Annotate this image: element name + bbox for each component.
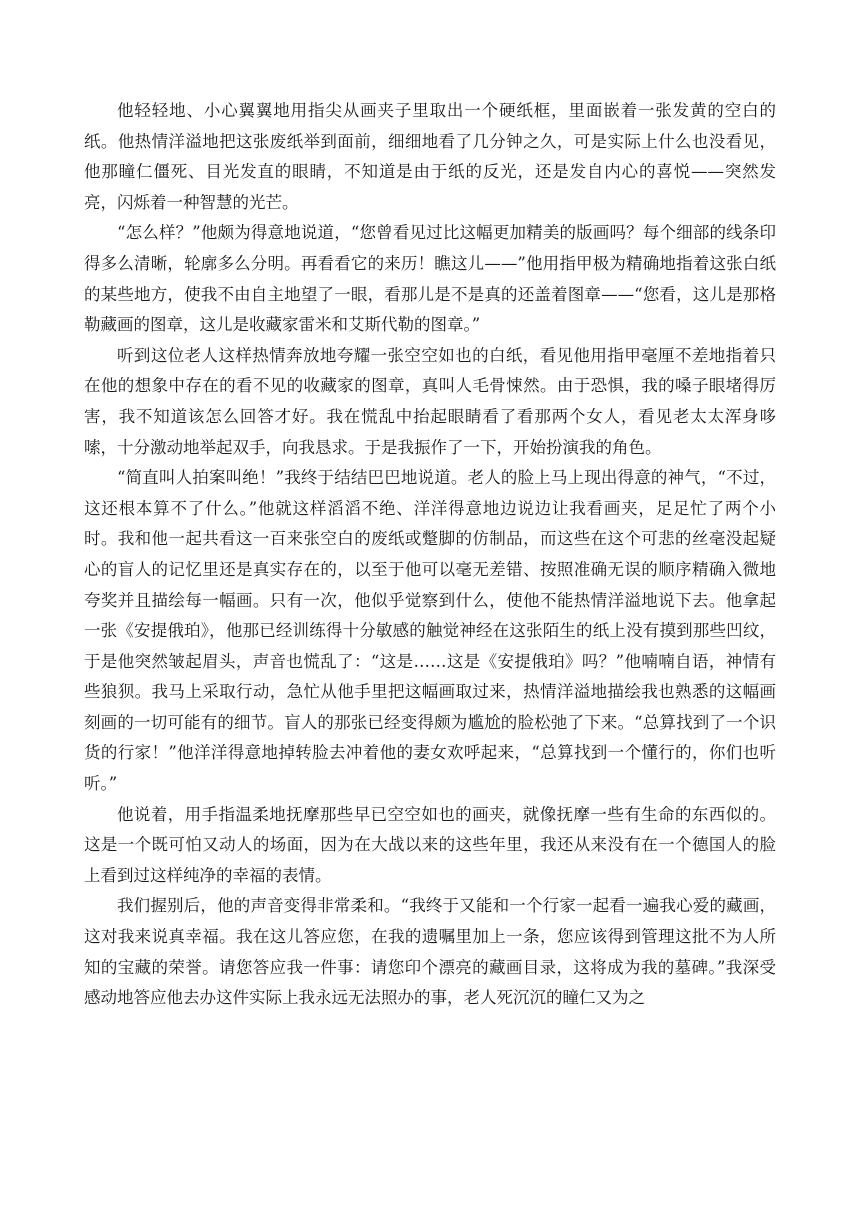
document-page: [84, 96, 776, 1014]
paragraph-4: “简直叫人拍案叫绝！”我终于结结巴巴地说道。老人的脸上马上现出得意的神气，“不过，这还根本算不了什么。”他就这样滔滔不绝、洋洋得意地边说边让我看画夹，足足忙了两个小时。我和他一起共看这一百来张空白的废纸或蹩脚的仿制品，而这些在这个可悲的丝毫没起疑心的盲人的记忆里还是真实存在的，以至于他可以毫无差错、按照准确无误的顺序精确入微地夸奖并且描绘每一幅画。只有一次，他似乎觉察到什么，使他不能热情洋溢地说下去。他拿起一张《安提俄珀》，他那已经训练得十分敏感的触觉神经在这张陌生的纸上没有摸到那些凹纹，于是他突然皱起眉头，声音也慌乱了：“这是……这是《安提俄珀》吗？”他喃喃自语，神情有些狼狈。我马上采取行动，急忙从他手里把这幅画取过来，热情洋溢地描绘我也熟悉的这幅画刻画的一切可能有的细节。盲人的那张已经变得颇为尴尬的脸松弛了下来。“总算找到了一个识货的行家！”他洋洋得意地掉转脸去冲着他的妻女欢呼起来，“总算找到一个懂行的，你们也听听。”: [84, 468, 776, 794]
paragraph-3: 听到这位老人这样热情奔放地夸耀一张空空如也的白纸，看见他用指甲毫厘不差地指着只在他的想象中存在的看不见的收藏家的图章，真叫人毛骨悚然。由于恐惧，我的嗓子眼堵得厉害，我不知道该怎么回答才好。我在慌乱中抬起眼睛看了看那两个女人，看见老太太浑身哆嗦，十分激动地举起双手，向我恳求。于是我振作了一下，开始扮演我的角色。: [84, 345, 776, 457]
paragraph-5: 他说着，用手指温柔地抚摩那些早已空空如也的画夹，就像抚摩一些有生命的东西似的。这是一个既可怕又动人的场面，因为在大战以来的这些年里，我还从来没有在一个德国人的脸上看到过这样纯净的幸福的表情。: [84, 804, 776, 885]
paragraph-2: “怎么样？”他颇为得意地说道，“您曾看见过比这幅更加精美的版画吗？每个细部的线条印得多么清晰，轮廓多么分明。再看看它的来历！瞧这儿——”他用指甲极为精确地指着这张白纸的某些地方，使我不由自主地望了一眼，看那儿是不是真的还盖着图章——“您看，这儿是那格勒藏画的图章，这儿是收藏家雷米和艾斯代勒的图章。”: [84, 223, 776, 335]
paragraph-1: 他轻轻地、小心翼翼地用指尖从画夹子里取出一个硬纸框，里面嵌着一张发黄的空白的纸。他热情洋溢地把这张废纸举到面前，细细地看了几分钟之久，可是实际上什么也没看见，他那瞳仁僵死、目光发直的眼睛，不知道是由于纸的反光，还是发自内心的喜悦——突然发亮，闪烁着一种智慧的光芒。: [84, 101, 776, 212]
paragraph-6: 我们握别后，他的声音变得非常柔和。“我终于又能和一个行家一起看一遍我心爱的藏画，这对我来说真幸福。我在这儿答应您，在我的遗嘱里加上一条，您应该得到管理这批不为人所知的宝藏的荣誉。请您答应我一件事：请您印个漂亮的藏画目录，这将成为我的墓碑。”我深受感动地答应他去办这件实际上我永远无法照办的事，老人死沉沉的瞳仁又为之: [84, 896, 776, 1008]
